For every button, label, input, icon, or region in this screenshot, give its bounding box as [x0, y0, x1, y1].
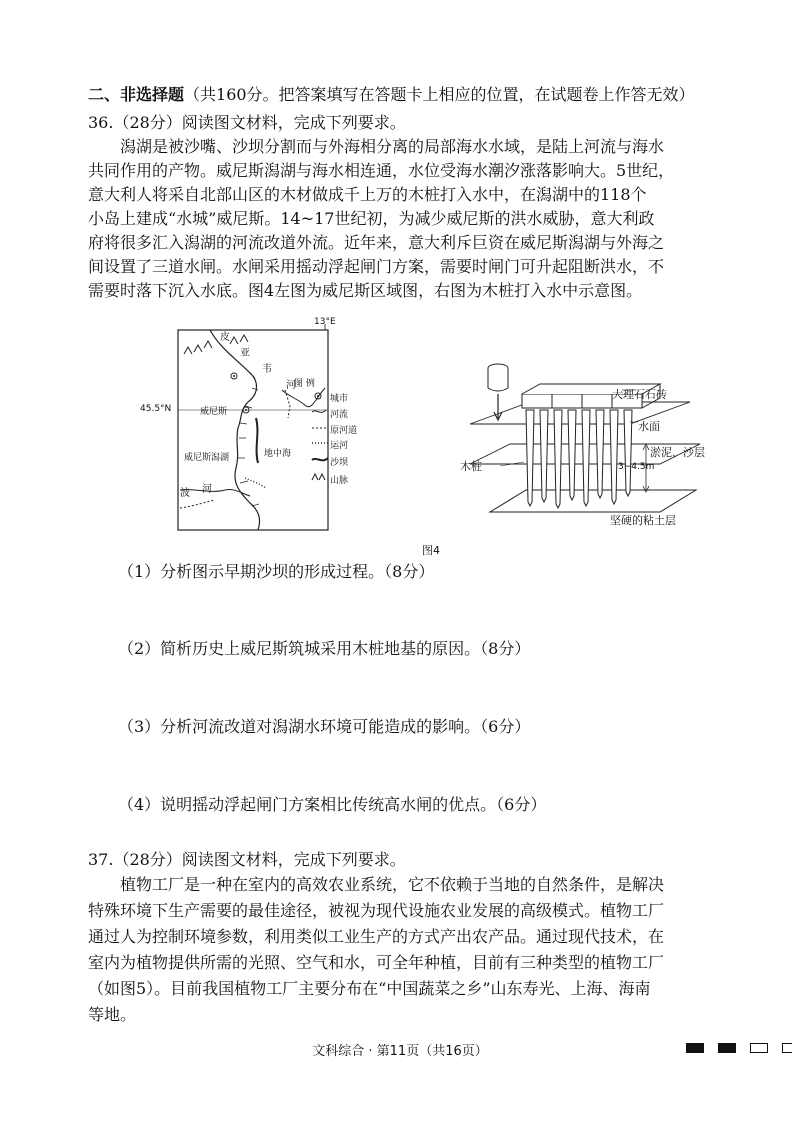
question-item: （4）说明摇动浮起闸门方案相比传统高水闸的优点。（6分） — [118, 795, 547, 814]
empty-mark — [750, 1043, 768, 1053]
venice-label: 威尼斯 — [200, 407, 228, 417]
q37-para-line: 室内为植物提供所需的光照、空气和水，可全年种植，目前有三种类型的植物工厂 — [88, 953, 665, 972]
lagoon-label: 威尼斯潟湖 — [184, 453, 230, 463]
q37-para-line: （如图5）。目前我国植物工厂主要分布在“中国蔬菜之乡”山东寿光、上海、海南 — [88, 979, 651, 998]
section-title: 二、非选择题 — [88, 85, 185, 104]
silt-label: 淤泥、沙层 — [650, 446, 705, 459]
place-label: 河 — [286, 380, 296, 391]
q37-heading: 37.（28分）阅读图文材料，完成下列要求。 — [88, 850, 406, 869]
river-label: 波 — [180, 488, 190, 499]
place-label: 韦 — [262, 364, 272, 375]
sea-label: 地中海 — [264, 449, 292, 459]
section-header — [88, 84, 695, 106]
latitude-label: 45.5°N — [140, 404, 172, 414]
pile-illustration — [460, 362, 710, 538]
q36-para-line: 共同作用的产物。威尼斯潟湖与海水相连通，水位受海水潮汐涨落影响大。5世纪， — [88, 161, 675, 180]
legend-item: 城市 — [330, 394, 349, 404]
pile-label: 木桩 — [460, 460, 482, 473]
figure-caption: 图4 — [422, 544, 440, 557]
longitude-label: 13°E — [314, 317, 336, 327]
map-legend — [330, 318, 380, 538]
page-marks — [686, 1043, 796, 1055]
q36-para-line: 需要时落下沉入水底。图4左图为威尼斯区域图，右图为木桩打入水中示意图。 — [88, 281, 643, 300]
q36-para-line: 间设置了三道水闸。水闸采用摇动浮起闸门方案，需要时闸门可升起阻断洪水，不 — [88, 257, 665, 276]
q36-para-line: 府将很多汇入潟湖的河流改道外流。近年来，意大利斥巨资在威尼斯潟湖与外海之 — [88, 233, 665, 252]
question-item: （1）分析图示早期沙坝的形成过程。（8分） — [118, 562, 435, 581]
depth-label: 3~4.5m — [618, 462, 655, 472]
filled-mark — [686, 1043, 704, 1053]
place-label: 皮 — [220, 332, 230, 343]
question-item: （3）分析河流改道对潟湖水环境可能造成的影响。（6分） — [118, 717, 531, 736]
place-label: 亚 — [240, 348, 250, 359]
legend-item: 运河 — [330, 441, 349, 451]
filled-mark — [718, 1043, 736, 1053]
q37-para-line: 特殊环境下生产需要的最佳途径，被视为现代设施农业发展的高级模式。植物工厂 — [88, 901, 665, 920]
clay-label: 坚硬的粘土层 — [610, 514, 676, 527]
marble-label: 大理石石砖 — [612, 388, 667, 401]
q37-para-line: 植物工厂是一种在室内的高效农业系统，它不依赖于当地的自然条件，是解决 — [120, 875, 665, 894]
q37-para-line: 等地。 — [88, 1005, 137, 1024]
water-label: 水面 — [638, 420, 660, 433]
q36-para-line: 小岛上建成“水城”威尼斯。14~17世纪初，为减少威尼斯的洪水威胁，意大利政 — [88, 209, 655, 228]
q36-heading: 36.（28分）阅读图文材料，完成下列要求。 — [88, 113, 406, 132]
legend-item: 河流 — [330, 410, 349, 420]
legend-item: 山脉 — [330, 476, 349, 486]
empty-mark — [782, 1043, 792, 1053]
venice-map — [140, 318, 340, 538]
question-item: （2）简析历史上威尼斯筑城采用木桩地基的原因。（8分） — [118, 639, 531, 658]
q37-para-line: 通过人为控制环境参数，利用类似工业生产的方式产出农产品。通过现代技术，在 — [88, 927, 665, 946]
q36-para-line: 潟湖是被沙嘴、沙坝分割而与外海相分离的局部海水水域，是陆上河流与海水 — [120, 137, 665, 156]
page-footer: 文科综合 · 第11页（共16页） — [312, 1044, 488, 1059]
section-note: （共160分。把答案填写在答题卡上相应的位置，在试题卷上作答无效） — [184, 85, 695, 104]
legend-item: 原河道 — [330, 426, 358, 436]
legend-title: 图 例 — [294, 379, 315, 389]
q36-para-line: 意大利人将采自北部山区的木材做成千上万的木桩打入水中，在潟湖中的118个 — [88, 185, 647, 204]
river-label: 河 — [202, 484, 212, 495]
legend-item: 沙坝 — [330, 458, 349, 468]
